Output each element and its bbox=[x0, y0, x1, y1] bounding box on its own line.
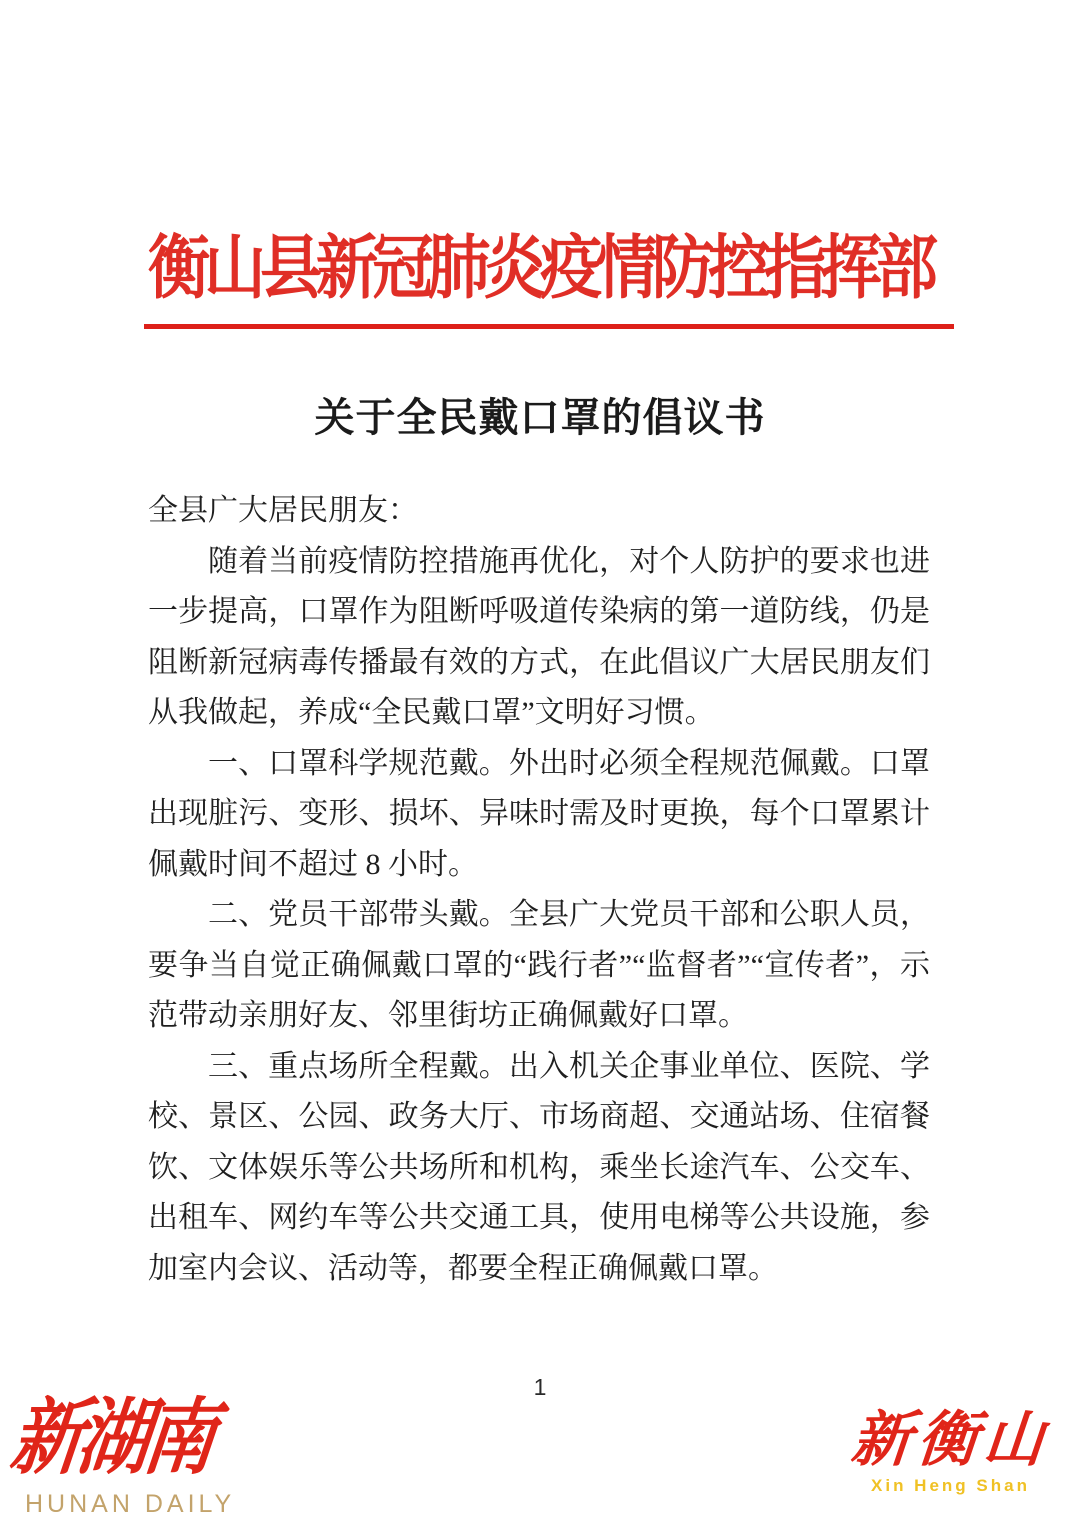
paragraph-point-1: 一、口罩科学规范戴。外出时必须全程规范佩戴。口罩出现脏污、变形、损坏、异味时需及时更换，每个口罩累计佩戴时间不超过 8 小时。 bbox=[148, 746, 930, 881]
header-divider bbox=[144, 324, 954, 329]
document-title: 关于全民戴口罩的倡议书 bbox=[314, 395, 766, 440]
xin-heng-shan-logo-chinese: 新衡山 bbox=[848, 1407, 1053, 1473]
hunan-daily-logo-english: HUNAN DAILY bbox=[25, 1490, 236, 1518]
hunan-daily-logo-chinese: 新湖南 bbox=[6, 1392, 216, 1485]
paragraph-point-3: 三、重点场所全程戴。出入机关企事业单位、医院、学校、景区、公园、政务大厅、市场商超、交通站场、住宿餐饮、文体娱乐等公共场所和机构，乘坐长途汽车、公交车、出租车、网约车等公共交通工具，使用电梯等公共设施，参加室内会议、活动等，都要全程正确佩戴口罩。 bbox=[148, 1049, 930, 1285]
page-number: 1 bbox=[533, 1374, 547, 1400]
xin-heng-shan-logo-english: Xin Heng Shan bbox=[871, 1476, 1030, 1495]
salutation-line: 全县广大居民朋友： bbox=[148, 494, 418, 527]
header-org-title: 衡山县新冠肺炎疫情防控指挥部 bbox=[147, 231, 932, 308]
document-body bbox=[148, 486, 930, 1294]
paragraph-point-2: 二、党员干部带头戴。全县广大党员干部和公职人员，要争当自觉正确佩戴口罩的“践行者”“监督者”“宣传者”，示范带动亲朋好友、邻里街坊正确佩戴好口罩。 bbox=[148, 898, 930, 1032]
paragraph-intro: 随着当前疫情防控措施再优化，对个人防护的要求也进一步提高，口罩作为阻断呼吸道传染病的第一道防线，仍是阻断新冠病毒传播最有效的方式，在此倡议广大居民朋友们从我做起，养成“全民戴口罩”文明好习惯。 bbox=[148, 544, 930, 729]
hunan-daily-logo bbox=[6, 1388, 248, 1519]
xin-heng-shan-logo bbox=[843, 1406, 1058, 1496]
